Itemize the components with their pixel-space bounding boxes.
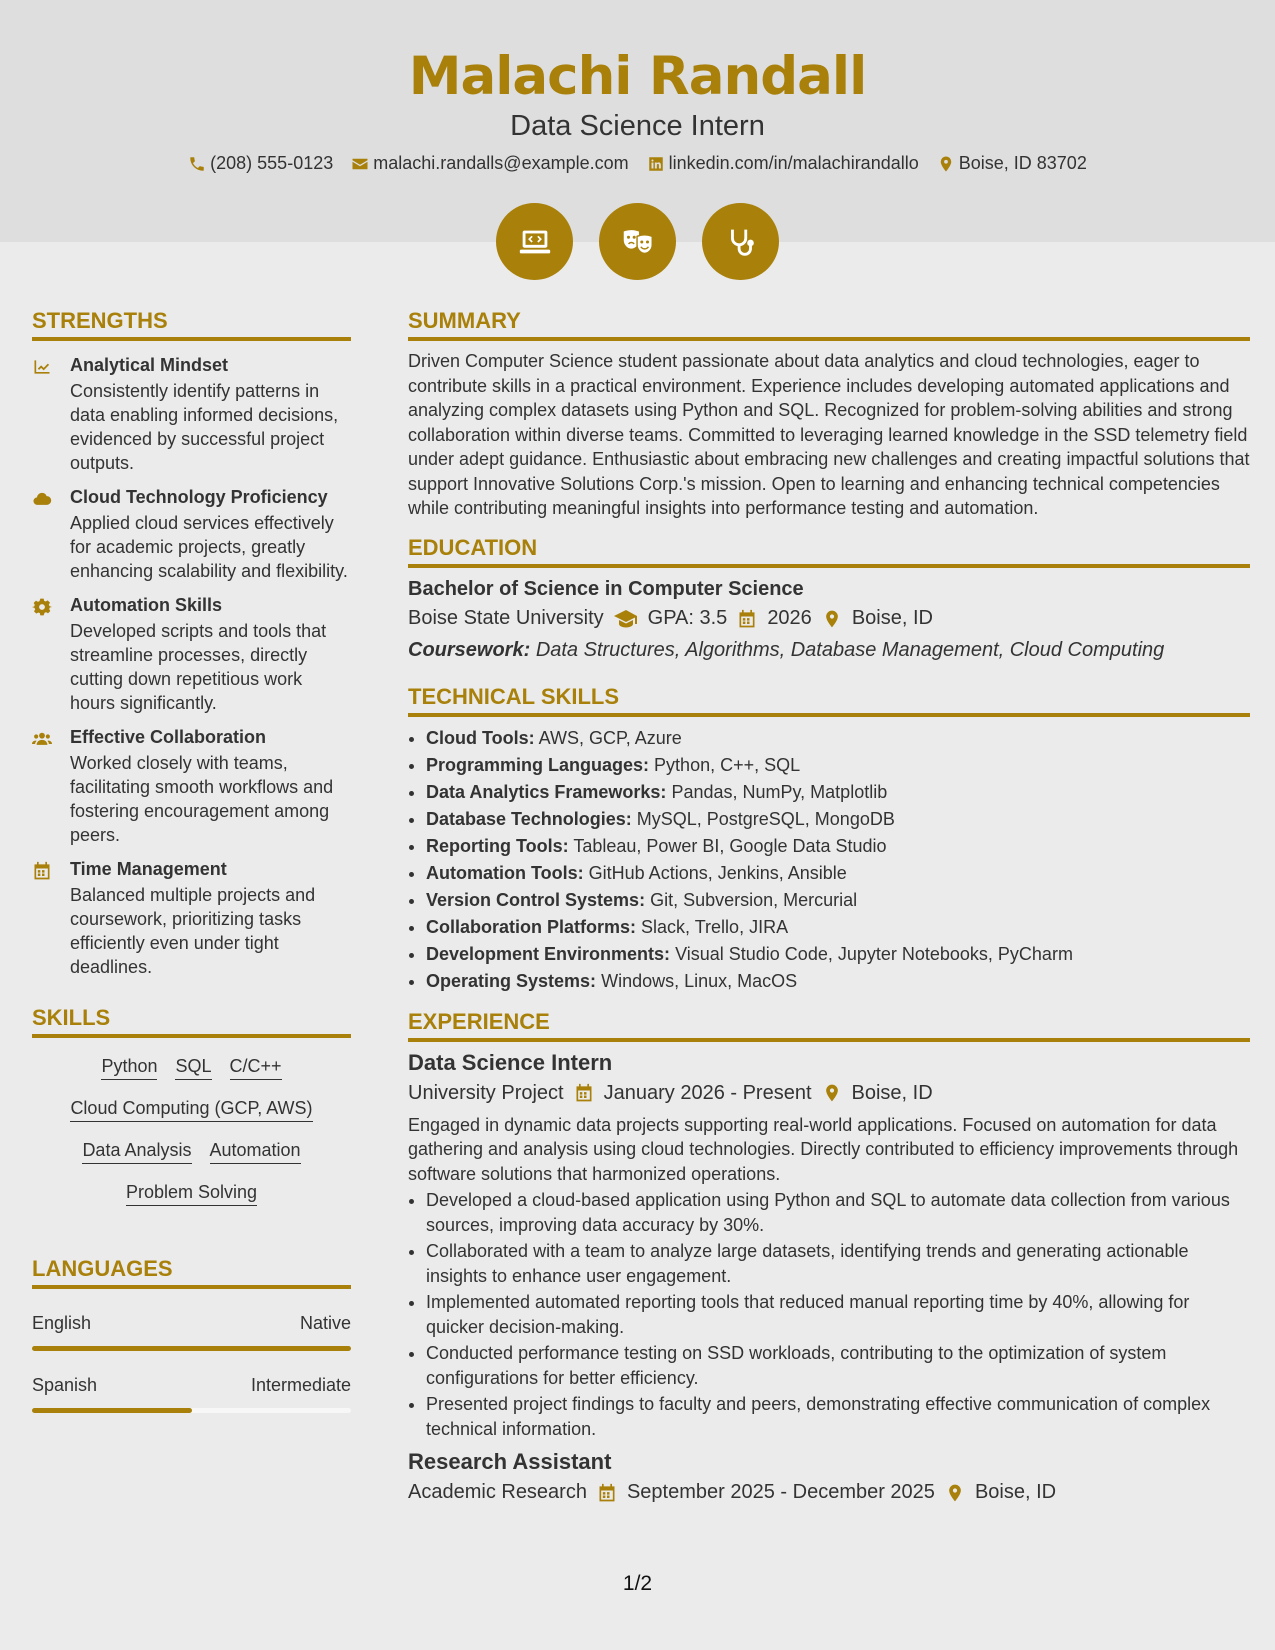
calendar-icon xyxy=(737,609,757,629)
contact-phone[interactable] xyxy=(188,153,333,174)
language-bar xyxy=(32,1408,351,1413)
list-item xyxy=(426,833,1250,860)
list-item xyxy=(426,806,1250,833)
tech-value: AWS, GCP, Azure xyxy=(538,727,682,748)
skill-tag: Cloud Computing (GCP, AWS) xyxy=(70,1098,312,1122)
education-degree: Bachelor of Science in Computer Science xyxy=(408,577,804,600)
list-item: • Presented project findings to faculty and peers, demonstrating effective communication of complex technical information. xyxy=(426,1392,1250,1441)
contact-email[interactable] xyxy=(351,153,628,174)
coursework-label: Coursework: xyxy=(408,638,531,661)
phone-text: (208) 555-0123 xyxy=(210,153,334,173)
chart-line-icon xyxy=(32,357,52,377)
experience-entry xyxy=(408,1050,1250,1442)
skills-heading: SKILLS xyxy=(32,1005,351,1038)
email-text: malachi.randalls@example.com xyxy=(373,153,629,173)
list-item: • Developed a cloud-based application using Python and SQL to automate data collection from various sources, improving data accuracy by 30%. xyxy=(426,1188,1250,1237)
map-pin-icon xyxy=(945,1483,965,1503)
gear-icon xyxy=(32,597,52,617)
experience-heading: EXPERIENCE xyxy=(408,1009,1250,1042)
tech-label: Programming Languages: xyxy=(426,754,650,775)
candidate-name: Malachi Randall xyxy=(408,46,867,107)
left-column xyxy=(32,308,351,1413)
tech-label: Reporting Tools: xyxy=(426,835,569,856)
tech-value: Git, Subversion, Mercurial xyxy=(650,889,858,910)
language-level: Intermediate xyxy=(250,1375,351,1395)
linkedin-icon xyxy=(647,155,665,173)
list-item xyxy=(426,887,1250,914)
page-number: 1/2 xyxy=(622,1572,653,1595)
contact-location xyxy=(937,153,1087,174)
strength-item xyxy=(32,487,351,583)
skill-tag: Data Analysis xyxy=(82,1140,191,1164)
job-title: Data Science Intern xyxy=(408,1049,613,1075)
tech-value: Pandas, NumPy, Matplotlib xyxy=(671,781,888,802)
list-item xyxy=(426,914,1250,941)
list-item xyxy=(426,725,1250,752)
tech-label: Automation Tools: xyxy=(426,862,584,883)
language-name: English xyxy=(32,1313,92,1333)
right-column xyxy=(408,308,1250,1504)
education-coursework xyxy=(408,639,1250,662)
linkedin-text: linkedin.com/in/malachirandallo xyxy=(668,153,919,173)
job-org: Academic Research xyxy=(408,1481,587,1503)
tech-label: Data Analytics Frameworks: xyxy=(426,781,667,802)
skill-tag: Automation xyxy=(210,1140,301,1164)
job-location: Boise, ID xyxy=(974,1481,1057,1503)
list-item xyxy=(426,779,1250,806)
language-item xyxy=(32,1313,351,1351)
list-item: • Conducted performance testing on SSD workloads, contributing to the optimization of system configurations for better efficiency. xyxy=(426,1341,1250,1390)
strength-heading: Effective Collaboration xyxy=(70,727,267,747)
tech-value: Windows, Linux, MacOS xyxy=(601,970,798,991)
list-item xyxy=(426,968,1250,995)
skill-tag: Problem Solving xyxy=(126,1182,257,1206)
language-bar xyxy=(32,1346,351,1351)
tech-value: Python, C++, SQL xyxy=(654,754,801,775)
coursework-list: Data Structures, Algorithms, Database Management, Cloud Computing xyxy=(535,638,1165,661)
technical-skills-list xyxy=(408,725,1250,995)
job-dates: January 2026 - Present xyxy=(603,1081,812,1104)
contact-row xyxy=(0,153,1275,174)
education-meta xyxy=(408,607,1250,631)
education-school: Boise State University xyxy=(408,607,604,629)
tech-label: Database Technologies: xyxy=(426,808,632,829)
strength-text: Worked closely with teams, facilitating smooth workflows and fostering encouragement among peers. xyxy=(70,753,334,845)
theater-masks-icon xyxy=(599,203,676,280)
calendar-icon xyxy=(32,861,52,881)
strength-text: Consistently identify patterns in data enabling informed decisions, evidenced by successful project outputs. xyxy=(70,381,339,473)
education-heading: EDUCATION xyxy=(408,535,1250,568)
strengths-heading: STRENGTHS xyxy=(32,308,351,341)
job-location: Boise, ID xyxy=(851,1081,933,1104)
list-item: • Collaborated with a team to analyze large datasets, identifying trends and generating actionable insights to enhance user engagement. xyxy=(426,1239,1250,1288)
laptop-code-icon xyxy=(496,203,573,280)
education-location: Boise, ID xyxy=(851,607,933,629)
tech-value: Tableau, Power BI, Google Data Studio xyxy=(573,835,887,856)
tech-label: Cloud Tools: xyxy=(426,727,535,748)
map-pin-icon xyxy=(822,609,842,629)
job-title: Research Assistant xyxy=(408,1449,612,1474)
job-description: Engaged in dynamic data projects supporting real-world applications. Focused on automation for data gathering and analysis using cloud technologies. Directly contributed to efficiency improvements through software solutions that harmonized operations. xyxy=(408,1114,1239,1184)
tech-value: Slack, Trello, JIRA xyxy=(641,916,789,937)
languages-heading: LANGUAGES xyxy=(32,1256,351,1289)
contact-linkedin[interactable] xyxy=(647,153,919,174)
strength-heading: Cloud Technology Proficiency xyxy=(70,487,328,507)
tech-label: Development Environments: xyxy=(426,943,671,964)
tech-label: Collaboration Platforms: xyxy=(426,916,637,937)
language-item xyxy=(32,1375,351,1413)
interest-icons xyxy=(0,203,1275,280)
strength-text: Balanced multiple projects and coursework, prioritizing tasks efficiently even under tight deadlines. xyxy=(70,885,316,977)
envelope-icon xyxy=(351,155,369,173)
users-icon xyxy=(32,729,52,749)
language-level: Native xyxy=(299,1313,351,1333)
skill-tag: SQL xyxy=(175,1056,211,1080)
language-bar-fill xyxy=(32,1408,192,1413)
calendar-icon xyxy=(597,1483,617,1503)
cloud-icon xyxy=(32,489,52,509)
experience-entry xyxy=(408,1449,1250,1504)
strength-text: Developed scripts and tools that streamline processes, directly cutting down repetitious work hours significantly. xyxy=(70,621,327,713)
job-dates: September 2025 - December 2025 xyxy=(626,1481,935,1503)
tech-value: GitHub Actions, Jenkins, Ansible xyxy=(588,862,847,883)
phone-icon xyxy=(188,155,206,173)
tech-value: Visual Studio Code, Jupyter Notebooks, PyCharm xyxy=(675,943,1073,964)
strength-item xyxy=(32,727,351,847)
strength-item xyxy=(32,595,351,715)
tech-value: MySQL, PostgreSQL, MongoDB xyxy=(636,808,895,829)
technical-skills-heading: TECHNICAL SKILLS xyxy=(408,684,1250,717)
candidate-title: Data Science Intern xyxy=(510,110,765,142)
strength-heading: Time Management xyxy=(70,859,227,879)
list-item xyxy=(426,941,1250,968)
location-text: Boise, ID 83702 xyxy=(958,153,1087,173)
skill-tag: Python xyxy=(101,1056,157,1080)
graduation-cap-icon xyxy=(614,607,638,631)
list-item: • Implemented automated reporting tools that reduced manual reporting time by 40%, allowing for quicker decision-making. xyxy=(426,1290,1250,1339)
stethoscope-icon xyxy=(702,203,779,280)
calendar-icon xyxy=(574,1083,594,1103)
language-bar-fill xyxy=(32,1346,351,1351)
list-item xyxy=(426,860,1250,887)
list-item xyxy=(426,752,1250,779)
tech-label: Operating Systems: xyxy=(426,970,597,991)
job-meta xyxy=(408,1481,1250,1504)
language-name: Spanish xyxy=(32,1375,98,1395)
summary-text: Driven Computer Science student passionate about data analytics and cloud technologies, eager to contribute skills in a practical environment. Experience includes developing automated applications and analyzing complex datasets using Python and SQL. Recognized for problem-solving abilities and strong collaboration within diverse teams. Committed to leveraging learned knowledge in the SSD telemetry field under adept guidance. Enthusiastic about embracing new challenges and creating impactful solutions that support Innovative Solutions Corp.'s mission. Open to learning and enhancing technical competencies while contributing meaningful insights into performance testing and automation. xyxy=(408,351,1250,518)
strength-item xyxy=(32,355,351,475)
education-year: 2026 xyxy=(767,607,812,629)
strength-text: Applied cloud services effectively for academic projects, greatly enhancing scalability and flexibility. xyxy=(70,513,348,581)
skills-tags xyxy=(32,1038,351,1206)
tech-label: Version Control Systems: xyxy=(426,889,646,910)
summary-heading: SUMMARY xyxy=(408,308,1250,341)
map-pin-icon xyxy=(822,1083,842,1103)
skill-tag: C/C++ xyxy=(230,1056,282,1080)
map-pin-icon xyxy=(937,155,955,173)
job-meta xyxy=(408,1082,1250,1105)
job-bullets xyxy=(408,1188,1250,1441)
strength-heading: Analytical Mindset xyxy=(70,355,229,375)
education-gpa: GPA: 3.5 xyxy=(647,607,728,629)
strength-item xyxy=(32,859,351,979)
strength-heading: Automation Skills xyxy=(70,595,223,615)
job-org: University Project xyxy=(408,1081,564,1104)
